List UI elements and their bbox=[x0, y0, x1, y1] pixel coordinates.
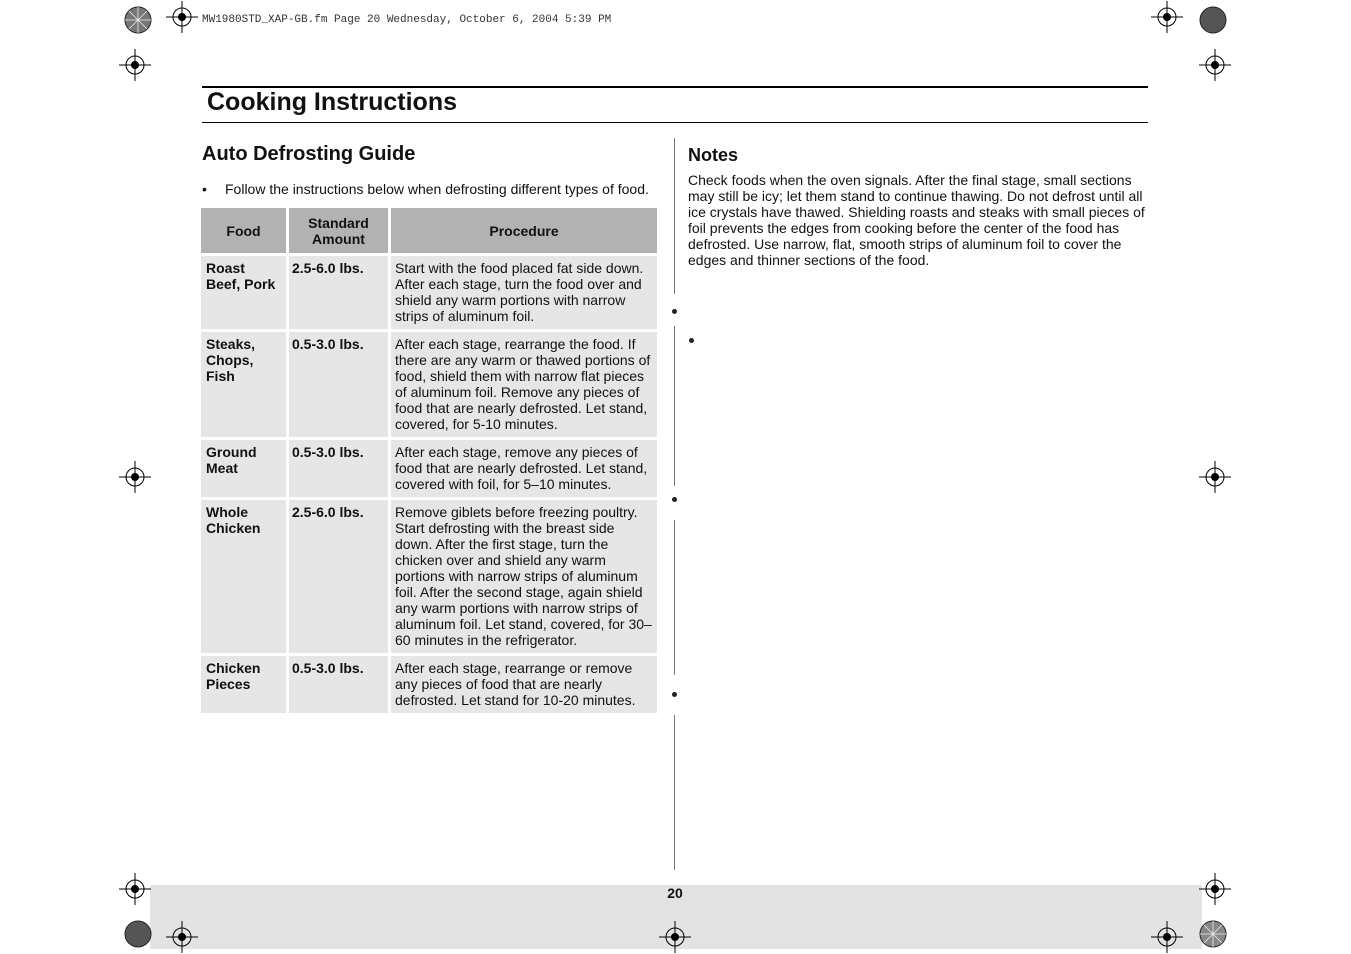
amount-cell: 2.5-6.0 lbs. bbox=[289, 256, 388, 329]
defrost-table bbox=[198, 205, 660, 716]
registration-mark-icon bbox=[122, 918, 154, 950]
bullet-icon: • bbox=[202, 181, 207, 197]
table-row bbox=[201, 500, 657, 653]
divider-dot bbox=[672, 497, 677, 502]
registration-mark-icon bbox=[1197, 4, 1229, 36]
guide-intro-text: Follow the instructions below when defrosting different types of food. bbox=[225, 181, 649, 197]
page-number: 20 bbox=[667, 885, 683, 901]
crosshair-icon bbox=[1198, 460, 1232, 494]
table-row bbox=[201, 256, 657, 329]
crosshair-icon bbox=[118, 48, 152, 82]
amount-cell: 2.5-6.0 lbs. bbox=[289, 500, 388, 653]
crosshair-icon bbox=[165, 920, 199, 954]
notes-title: Notes bbox=[688, 145, 739, 165]
table-row bbox=[201, 656, 657, 713]
food-cell: Whole Chicken bbox=[201, 500, 286, 653]
food-cell: Ground Meat bbox=[201, 440, 286, 497]
title-rule-bottom bbox=[202, 122, 1148, 123]
page-title: Cooking Instructions bbox=[207, 88, 457, 116]
crosshair-icon bbox=[118, 872, 152, 906]
guide-title: Auto Defrosting Guide bbox=[202, 143, 416, 165]
procedure-cell: After each stage, rearrange the food. If there are any warm or thawed portions of food, shield them with narrow flat pieces of aluminum foil. Remove any pieces of food that are nearly defrosted. Let stand, covered, for 5-10 minutes. bbox=[391, 332, 657, 437]
divider-dot bbox=[672, 309, 677, 314]
column-divider bbox=[674, 326, 675, 486]
amount-cell: 0.5-3.0 lbs. bbox=[289, 656, 388, 713]
crosshair-icon bbox=[165, 0, 199, 34]
column-header-food: Food bbox=[201, 208, 286, 253]
crosshair-icon bbox=[1150, 0, 1184, 34]
crosshair-icon bbox=[118, 460, 152, 494]
crosshair-icon bbox=[1198, 872, 1232, 906]
column-divider bbox=[674, 520, 675, 675]
crosshair-icon bbox=[1198, 48, 1232, 82]
amount-cell: 0.5-3.0 lbs. bbox=[289, 440, 388, 497]
print-header: MW1980STD_XAP-GB.fm Page 20 Wednesday, October 6, 2004 5:39 PM bbox=[202, 14, 612, 26]
food-cell: Chicken Pieces bbox=[201, 656, 286, 713]
crosshair-icon bbox=[1150, 920, 1184, 954]
table-row bbox=[201, 332, 657, 437]
procedure-cell: Remove giblets before freezing poultry. Start defrosting with the breast side down. After the first stage, turn the chicken over and shield any warm portions with narrow strips of aluminum foil. After the second stage, again shield any warm portions with narrow strips of aluminum foil. Let stand, covered, for 30–60 minutes in the refrigerator. bbox=[391, 500, 657, 653]
registration-mark-icon bbox=[122, 4, 154, 36]
amount-cell: 0.5-3.0 lbs. bbox=[289, 332, 388, 437]
guide-intro bbox=[202, 181, 649, 197]
column-header-amount: Standard Amount bbox=[289, 208, 388, 253]
column-divider bbox=[674, 138, 675, 294]
registration-mark-icon bbox=[1197, 918, 1229, 950]
procedure-cell: After each stage, rearrange or remove any pieces of food that are nearly defrosted. Let stand for 10-20 minutes. bbox=[391, 656, 657, 713]
crosshair-icon bbox=[658, 920, 692, 954]
food-cell: Roast Beef, Pork bbox=[201, 256, 286, 329]
table-header-row bbox=[201, 208, 657, 253]
notes-bullet-icon bbox=[689, 338, 694, 343]
divider-dot bbox=[672, 692, 677, 697]
column-header-procedure: Procedure bbox=[391, 208, 657, 253]
notes-body: Check foods when the oven signals. After the final stage, small sections may still be icy; let them stand to continue thawing. Do not defrost until all ice crystals have thawed. Shielding roasts and steaks with small pieces of foil prevents the edges from cooking before the center of the food has defrosted. Use narrow, flat, smooth strips of aluminum foil to cover the edges and thinner sections of the food. bbox=[688, 172, 1145, 268]
food-cell: Steaks, Chops, Fish bbox=[201, 332, 286, 437]
procedure-cell: After each stage, remove any pieces of food that are nearly defrosted. Let stand, covered with foil, for 5–10 minutes. bbox=[391, 440, 657, 497]
column-divider bbox=[674, 715, 675, 870]
table-row bbox=[201, 440, 657, 497]
procedure-cell: Start with the food placed fat side down. After each stage, turn the food over and shield any warm portions with narrow strips of aluminum foil. bbox=[391, 256, 657, 329]
